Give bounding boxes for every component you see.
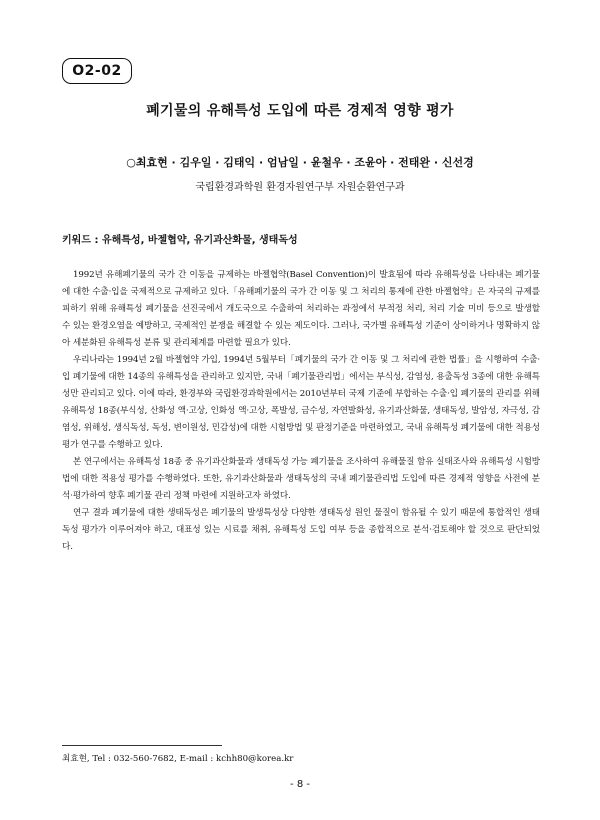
author-list: ○최효현 · 김우일 · 김태익 · 엄남일 · 윤철우 · 조윤아 · 전태완 · 신선경 bbox=[126, 156, 474, 169]
body-text bbox=[62, 267, 540, 556]
paragraph: 우리나라는 1994년 2월 바젤협약 가입, 1994년 5월부터「폐기물의 국가 간 이동 및 그 처리에 관한 법률」을 시행하여 수출·입 폐기물에 대한 14종의 유해특성을 관리하고 있지만, 국내「폐기물관리법」에서는 부식성, 감염성, 용출독성 3종에 대한 유해특성만 관리되고 있다. 이에 따라, 환경부와 국립환경과학원에서는 2010년부터 국제 기준에 부합하는 수출·입 폐기물의 관리를 위해 유해특성 18종(부식성, 산화성 액·고상, 인화성 액·고상, 폭발성, 금수성, 자연발화성, 유기과산화물, 생태독성, 발암성, 자극성, 감염성, 위해성, 생식독성, 독성, 변이원성, 민감성)에 대한 시험방법 및 판정기준을 마련하였고, 국내 유해특성 폐기물에 대한 적용성 평가 연구를 수행하고 있다. bbox=[62, 355, 540, 450]
paragraph: 1992년 유해폐기물의 국가 간 이동을 규제하는 바젤협약(Basel Convention)이 발효됨에 따라 유해특성을 나타내는 폐기물에 대한 수출·입을 국제적으로 규제하고 있다.「유해폐기물의 국가 간 이동 및 그 처리의 통제에 관한 바젤협약」은 자국의 규제를 피하기 위해 유해특성 폐기물을 선진국에서 개도국으로 수출하여 처리하는 과정에서 부적정 처리, 처리 기술 미비 등으로 발생할 수 있는 환경오염을 예방하고, 국제적인 분쟁을 해결할 수 있는 제도이다. 그러나, 국가별 유해특성 기준이 상이하거나 명확하지 않아 세분화된 유해특성 분류 및 관리체계를 마련할 필요가 있다. bbox=[62, 270, 540, 348]
page-number: - 8 - bbox=[290, 779, 310, 790]
affiliation: 국립환경과학원 환경자원연구부 자원순환연구과 bbox=[195, 182, 405, 193]
footnote-contact: 최효현, Tel : 032-560-7682, E-mail : kchh80@korea.kr bbox=[62, 754, 294, 764]
footnote-divider bbox=[62, 745, 222, 746]
paper-title: 폐기물의 유해특성 도입에 따른 경제적 영향 평가 bbox=[146, 103, 454, 119]
paragraph: 본 연구에서는 유해특성 18종 중 유기과산화물과 생태독성 가능 폐기물을 조사하여 유해물질 함유 실태조사와 유해특성 시험방법에 대한 적용성 평가를 수행하였다. 또한, 유기과산화물과 생태독성의 국내 폐기물관리법 도입에 따른 경제적 영향을 사전에 분석·평가하여 향후 폐기물 관리 정책 마련에 지원하고자 하였다. bbox=[62, 457, 540, 501]
keywords: 키워드 : 유해특성, 바젤협약, 유기과산화물, 생태독성 bbox=[62, 235, 298, 246]
paragraph: 연구 결과 폐기물에 대한 생태독성은 폐기물의 발생특성상 다양한 생태독성 원인 물질이 함유될 수 있기 때문에 통합적인 생태독성 평가가 이루어져야 하고, 대표성 있는 시료를 채취, 유해특성 도입 여부 등을 종합적으로 분석·검토해야 할 것으로 판단되었다. bbox=[62, 508, 540, 552]
session-code-badge: O2-02 bbox=[62, 58, 132, 84]
